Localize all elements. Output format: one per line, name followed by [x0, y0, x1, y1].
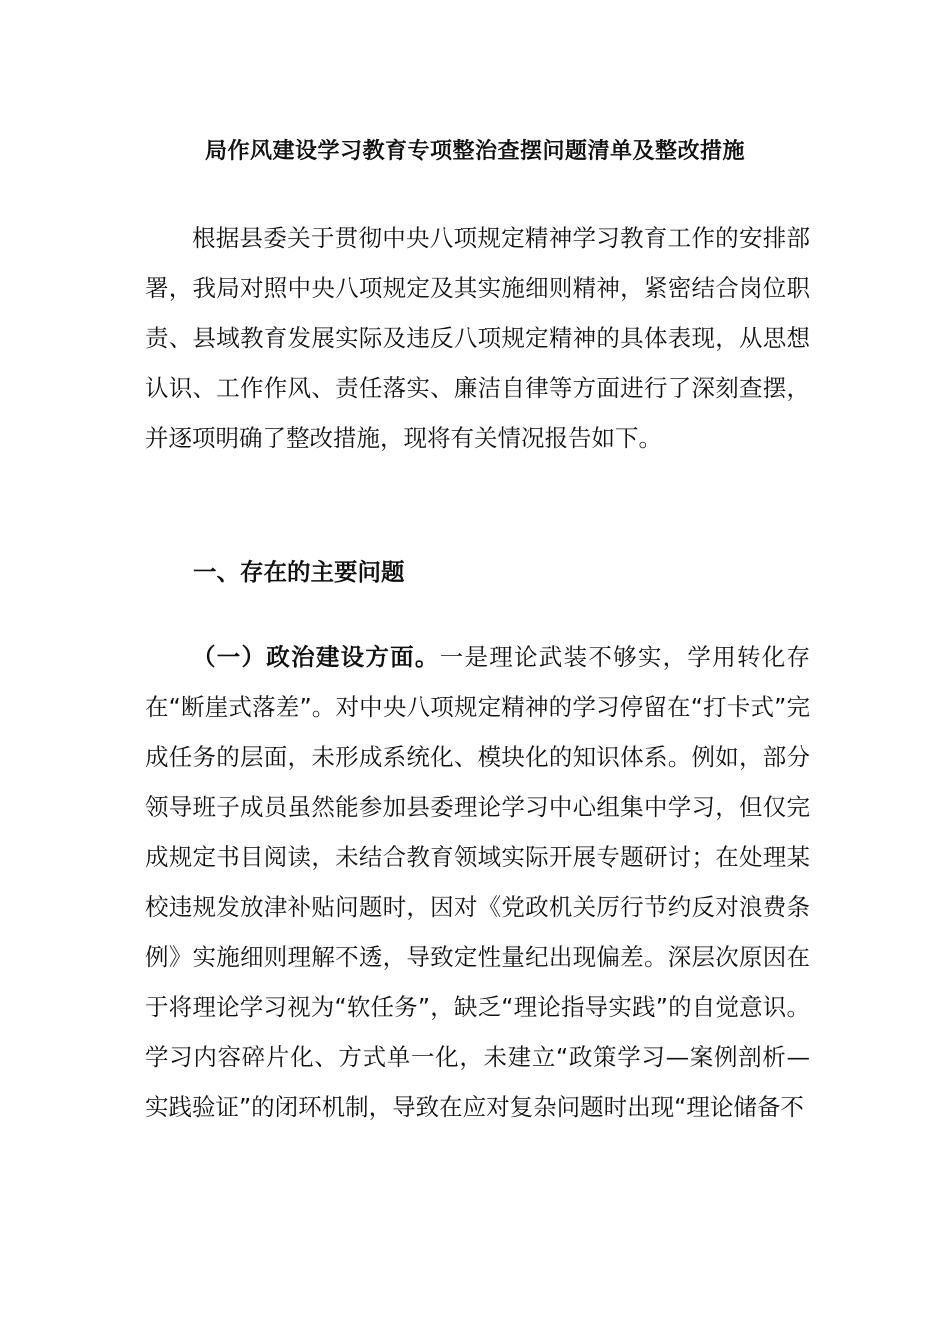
document-title: 局作风建设学习教育专项整治查摆问题清单及整改措施 [204, 139, 745, 164]
subsection-lead: （一）政治建设方面。 [192, 643, 440, 671]
subsection-paragraph [145, 632, 810, 1132]
subsection-body: 一是理论武装不够实，学用转化存在“断崖式落差”。对中央八项规定精神的学习停留在“打卡式”完成任务的层面，未形成系统化、模块化的知识体系。例如，部分领导班子成员虽然能参加县委理论学习中心组集中学习，但仅完成规定书目阅读，未结合教育领域实际开展专题研讨；在处理某校违规发放津补贴问题时，因对《党政机关厉行节约反对浪费条例》实施细则理解不透，导致定性量纪出现偏差。深层次原因在于将理论学习视为“软任务”，缺乏“理论指导实践”的自觉意识。学习内容碎片化、方式单一化，未建立“政策学习—案例剖析—实践验证”的闭环机制，导致在应对复杂问题时出现“理论储备不 [145, 643, 811, 1121]
intro-paragraph: 根据县委关于贯彻中央八项规定精神学习教育工作的安排部署，我局对照中央八项规定及其实施细则精神，紧密结合岗位职责、县域教育发展实际及违反八项规定精神的具体表现，从思想认识、工作作风、责任落实、廉洁自律等方面进行了深刻查摆，并逐项明确了整改措施，现将有关情况报告如下。 [145, 224, 810, 452]
section-heading: 一、存在的主要问题 [193, 558, 405, 586]
